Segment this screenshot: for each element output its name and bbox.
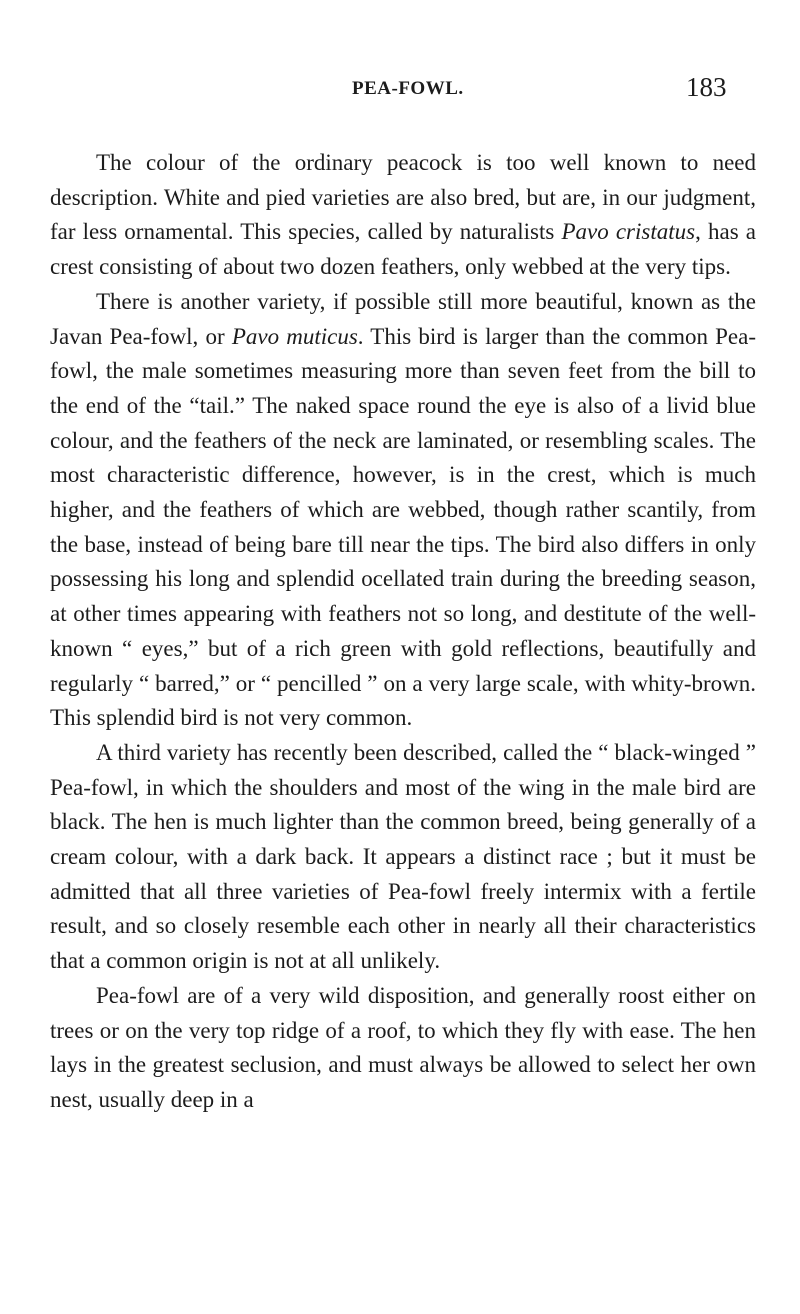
page-number: 183 bbox=[686, 72, 727, 102]
body-text bbox=[50, 146, 756, 1118]
text-run: A third variety has recently been described, called the “ black-winged ” Pea-fowl, in which the shoulders and most of the wing in the male bird are black. The hen is much lighter than the common breed, being generally of a cream colour, with a dark back. It appears a distinct race ; but it must be admitted that all three varieties of Pea-fowl freely intermix with a fertile result, and so closely resemble each other in nearly all their characteristics that a common origin is not at all unlikely. bbox=[50, 739, 756, 974]
text-run: , has a crest consisting of about two dozen feathers, only webbed at the very tips. bbox=[50, 219, 756, 280]
paragraph-black-winged-variety bbox=[50, 736, 756, 979]
text-run: . This bird is larger than the common Pea-fowl, the male sometimes measuring more than seven feet from the bill to the end of the “tail.” The naked space round the eye is also of a livid blue colour, and the feathers of the neck are laminated, or resembling scales. The most characteristic difference, however, is in the crest, which is much higher, and the feathers of which are webbed, though rather scantily, from the base, instead of being bare till near the tips. The bird also differs in only possessing his long and splendid ocellated train during the breeding season, at other times appearing with feathers not so long, and destitute of the well-known “ eyes,” but of a rich green with gold reflections, beautifully and regularly “ barred,” or “ pencilled ” on a very large scale, with whity-brown. This splendid bird is not very common. bbox=[50, 323, 756, 731]
text-run: There is another variety, if possible still more beautiful, known as the Javan Pea-fowl, or bbox=[50, 288, 756, 349]
running-head: PEA-FOWL. bbox=[352, 78, 464, 99]
text-run: The colour of the ordinary peacock is too well known to need description. White and pied varieties are also bred, but are, in our judgment, far less ornamental. This species, called by naturalists bbox=[50, 150, 756, 245]
paragraph-javan-pea-fowl bbox=[50, 285, 756, 736]
text-run: Pea-fowl are of a very wild disposition, and generally roost either on trees or on the very top ridge of a roof, to which they fly with ease. The hen lays in the greatest seclusion, and must always be allowed to select her own nest, usually deep in a bbox=[50, 982, 756, 1112]
species-name-pavo-cristatus: Pavo cristatus bbox=[561, 219, 696, 245]
paragraph-colour-of-peacock bbox=[50, 146, 756, 285]
paragraph-wild-disposition bbox=[50, 979, 756, 1118]
species-name-pavo-muticus: Pavo muticus bbox=[231, 323, 358, 349]
